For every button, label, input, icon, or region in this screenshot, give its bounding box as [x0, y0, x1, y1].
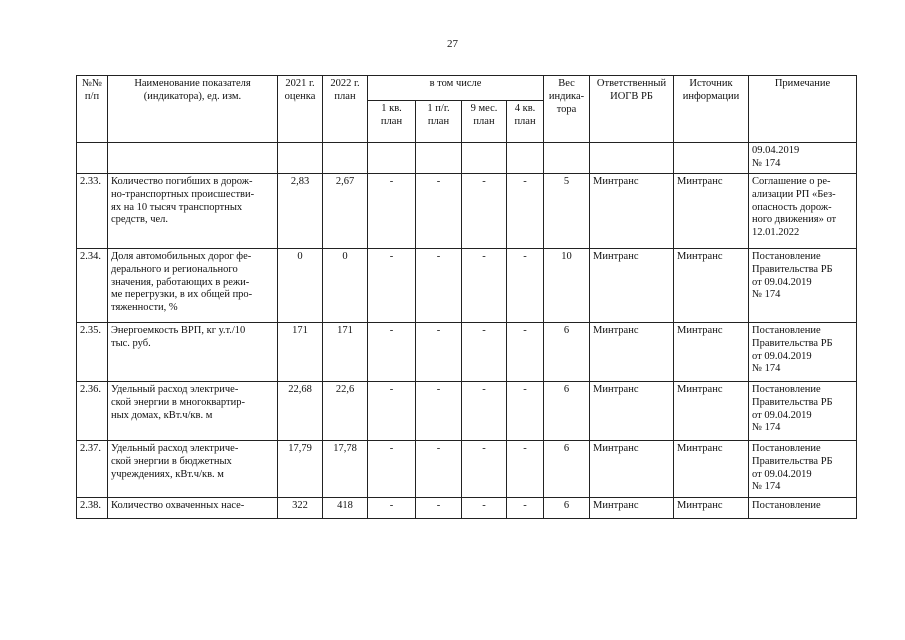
row-responsible: Минтранс [590, 174, 674, 249]
row-2021-value: 171 [278, 323, 323, 382]
table-row [77, 441, 857, 498]
row-weight: 6 [544, 323, 590, 382]
header-q1: 1 кв. план [368, 101, 416, 143]
row-note: Постановление Правительства РБ от 09.04.2019 № 174 [749, 441, 857, 498]
row-2021-value: 17,79 [278, 441, 323, 498]
row-num: 2.36. [77, 382, 108, 441]
header-9m: 9 мес. план [462, 101, 507, 143]
table-row [77, 498, 857, 519]
row-note: Постановление Правительства РБ от 09.04.2019 № 174 [749, 382, 857, 441]
row-h1: - [416, 441, 462, 498]
row-9m: - [462, 323, 507, 382]
row-num: 2.33. [77, 174, 108, 249]
row-q4: - [507, 441, 544, 498]
row-h1: - [416, 323, 462, 382]
header-name: Наименование показателя (индикатора), ед. изм. [108, 76, 278, 143]
row-responsible: Минтранс [590, 498, 674, 519]
row-q4: - [507, 382, 544, 441]
row-source: Минтранс [674, 382, 749, 441]
row-2021-value: 0 [278, 249, 323, 323]
row-2022-value: 418 [323, 498, 368, 519]
table-row [77, 382, 857, 441]
row-indicator-name: Количество охваченных насе- [108, 498, 278, 519]
page-number: 27 [447, 38, 458, 50]
header-q4: 4 кв. план [507, 101, 544, 143]
row-2022-value: 2,67 [323, 174, 368, 249]
header-row-top [77, 76, 857, 101]
row-q1: - [368, 249, 416, 323]
table-row [77, 249, 857, 323]
header-note: Примечание [749, 76, 857, 143]
row-q4: - [507, 174, 544, 249]
row-9m: - [462, 441, 507, 498]
row-2022-value: 171 [323, 323, 368, 382]
row-responsible: Минтранс [590, 323, 674, 382]
row-2022-value: 0 [323, 249, 368, 323]
row-2021-value: 2,83 [278, 174, 323, 249]
row-note: Постановление Правительства РБ от 09.04.2019 № 174 [749, 323, 857, 382]
row-2021-value: 322 [278, 498, 323, 519]
row-source: Минтранс [674, 441, 749, 498]
row-source: Минтранс [674, 174, 749, 249]
continuation-note: 09.04.2019 № 174 [749, 143, 857, 174]
row-weight: 5 [544, 174, 590, 249]
header-2021: 2021 г. оценка [278, 76, 323, 143]
header-responsible: Ответственный ИОГВ РБ [590, 76, 674, 143]
row-9m: - [462, 382, 507, 441]
table-row [77, 174, 857, 249]
indicators-table [76, 75, 857, 519]
row-q1: - [368, 382, 416, 441]
header-source: Источник информации [674, 76, 749, 143]
row-q1: - [368, 498, 416, 519]
header-h1: 1 п/г. план [416, 101, 462, 143]
row-weight: 6 [544, 498, 590, 519]
row-9m: - [462, 249, 507, 323]
row-indicator-name: Энергоемкость ВРП, кг у.т./10 тыс. руб. [108, 323, 278, 382]
row-h1: - [416, 249, 462, 323]
row-num: 2.34. [77, 249, 108, 323]
table-row [77, 323, 857, 382]
row-note: Постановление [749, 498, 857, 519]
header-including: в том числе [368, 76, 544, 101]
header-weight: Вес индика- тора [544, 76, 590, 143]
header-num: №№ п/п [77, 76, 108, 143]
row-source: Минтранс [674, 498, 749, 519]
row-weight: 10 [544, 249, 590, 323]
row-indicator-name: Доля автомобильных дорог фе- дерального и регионального значения, работающих в режи- ме перегрузки, в их общей про- тяженности, % [108, 249, 278, 323]
continuation-row [77, 143, 857, 174]
row-indicator-name: Удельный расход электриче- ской энергии в многоквартир- ных домах, кВт.ч/кв. м [108, 382, 278, 441]
row-2021-value: 22,68 [278, 382, 323, 441]
row-q4: - [507, 323, 544, 382]
row-num: 2.38. [77, 498, 108, 519]
row-num: 2.35. [77, 323, 108, 382]
row-q1: - [368, 323, 416, 382]
row-responsible: Минтранс [590, 249, 674, 323]
header-2022: 2022 г. план [323, 76, 368, 143]
row-responsible: Минтранс [590, 441, 674, 498]
row-q1: - [368, 174, 416, 249]
row-9m: - [462, 174, 507, 249]
row-note: Постановление Правительства РБ от 09.04.2019 № 174 [749, 249, 857, 323]
row-q4: - [507, 249, 544, 323]
row-h1: - [416, 498, 462, 519]
row-q1: - [368, 441, 416, 498]
row-weight: 6 [544, 382, 590, 441]
row-h1: - [416, 382, 462, 441]
row-responsible: Минтранс [590, 382, 674, 441]
row-2022-value: 17,78 [323, 441, 368, 498]
row-h1: - [416, 174, 462, 249]
row-indicator-name: Удельный расход электриче- ской энергии в бюджетных учреждениях, кВт.ч/кв. м [108, 441, 278, 498]
row-q4: - [507, 498, 544, 519]
row-source: Минтранс [674, 323, 749, 382]
row-2022-value: 22,6 [323, 382, 368, 441]
row-weight: 6 [544, 441, 590, 498]
row-indicator-name: Количество погибших в дорож- но-транспортных происшестви- ях на 10 тысяч транспортных средств, чел. [108, 174, 278, 249]
row-note: Соглашение о ре- ализации РП «Без- опасность дорож- ного движения» от 12.01.2022 [749, 174, 857, 249]
row-source: Минтранс [674, 249, 749, 323]
row-9m: - [462, 498, 507, 519]
row-num: 2.37. [77, 441, 108, 498]
